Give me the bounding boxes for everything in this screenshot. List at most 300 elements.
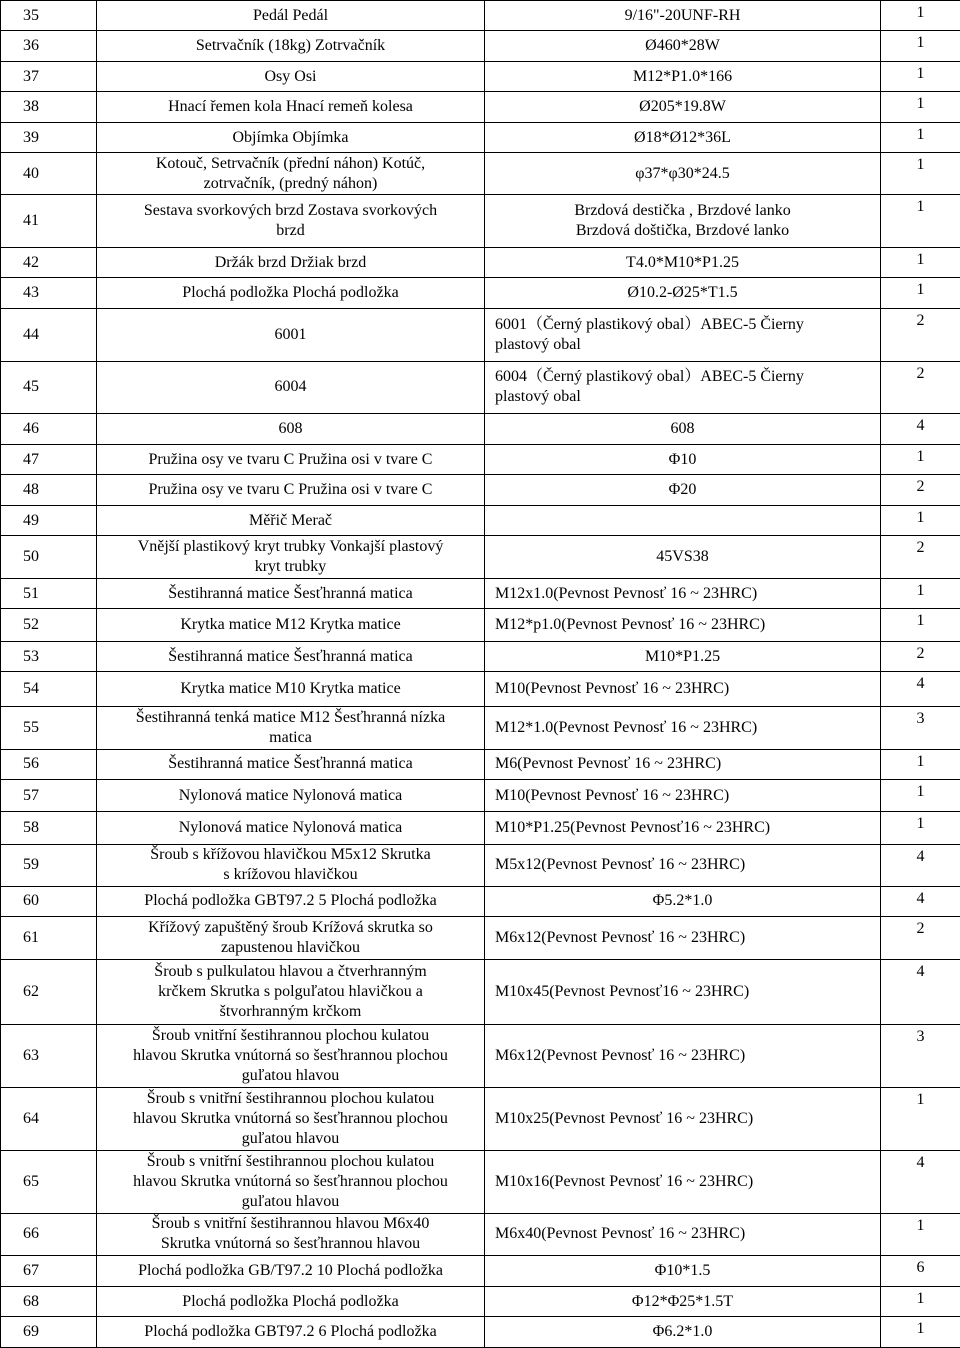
part-name-cell bbox=[97, 578, 485, 608]
part-quantity: 1 bbox=[916, 125, 925, 143]
table-row bbox=[1, 194, 960, 247]
table-row bbox=[1, 1213, 960, 1256]
table-row bbox=[1, 641, 960, 671]
part-name: Šestihranná matice Šesťhranná matica bbox=[168, 584, 413, 602]
part-quantity: 4 bbox=[916, 889, 925, 907]
table-row bbox=[1, 308, 960, 361]
part-name: Plochá podložka GBT97.2 6 Plochá podložka bbox=[144, 1323, 437, 1341]
part-quantity-cell bbox=[881, 278, 960, 308]
row-number-cell bbox=[1, 706, 97, 749]
part-name-cell bbox=[97, 706, 485, 749]
row-number: 39 bbox=[23, 128, 39, 146]
table-row bbox=[1, 278, 960, 308]
part-spec: Φ5.2*1.0 bbox=[652, 892, 713, 910]
row-number: 62 bbox=[23, 982, 39, 1000]
part-name-cell bbox=[97, 917, 485, 960]
part-name: Šestihranná matice Šesťhranná matica bbox=[168, 647, 413, 665]
part-spec: φ37*φ30*24.5 bbox=[635, 164, 730, 182]
part-name: Měřič Merač bbox=[248, 511, 333, 529]
part-spec-cell bbox=[485, 308, 881, 361]
part-spec-cell bbox=[485, 31, 881, 61]
row-number-cell bbox=[1, 1213, 97, 1256]
part-name-cell bbox=[97, 61, 485, 91]
table-row bbox=[1, 844, 960, 886]
row-number-cell bbox=[1, 672, 97, 707]
row-number: 66 bbox=[23, 1225, 39, 1243]
part-name: Pružina osy ve tvaru C Pružina osi v tvare C bbox=[148, 450, 433, 468]
part-quantity: 2 bbox=[916, 364, 925, 382]
row-number: 68 bbox=[23, 1292, 39, 1310]
part-quantity: 1 bbox=[916, 64, 925, 82]
part-quantity-cell bbox=[881, 153, 960, 195]
part-spec-cell bbox=[485, 844, 881, 886]
row-number-cell bbox=[1, 278, 97, 308]
part-quantity-cell bbox=[881, 414, 960, 444]
part-quantity-cell bbox=[881, 1024, 960, 1087]
part-name-cell bbox=[97, 153, 485, 195]
part-spec-cell bbox=[485, 536, 881, 579]
table-row bbox=[1, 444, 960, 474]
part-quantity: 6 bbox=[916, 1259, 925, 1277]
part-quantity-cell bbox=[881, 536, 960, 579]
row-number-cell bbox=[1, 247, 97, 277]
part-name-cell bbox=[97, 194, 485, 247]
part-quantity: 4 bbox=[916, 847, 925, 865]
part-quantity-cell bbox=[881, 959, 960, 1024]
part-spec: Ø18*Ø12*36L bbox=[634, 128, 731, 146]
row-number-cell bbox=[1, 92, 97, 122]
part-quantity-cell bbox=[881, 444, 960, 474]
part-quantity: 2 bbox=[916, 920, 925, 938]
part-name: Kotouč, Setrvačník (přední náhon) Kotúč, zotrvačník, (predný náhon) bbox=[155, 154, 426, 192]
part-quantity-cell bbox=[881, 1150, 960, 1213]
part-name-cell bbox=[97, 672, 485, 707]
row-number: 38 bbox=[23, 98, 39, 116]
row-number-cell bbox=[1, 1024, 97, 1087]
row-number-cell bbox=[1, 1, 97, 31]
part-name-cell bbox=[97, 641, 485, 671]
part-spec: 9/16"-20UNF-RH bbox=[624, 6, 741, 24]
part-name-cell bbox=[97, 1024, 485, 1087]
part-name: Držák brzd Držiak brzd bbox=[214, 253, 367, 271]
part-spec: M10*P1.25 bbox=[644, 647, 721, 665]
table-row bbox=[1, 959, 960, 1024]
part-quantity: 1 bbox=[916, 508, 925, 526]
part-name-cell bbox=[97, 247, 485, 277]
part-name: Šroub s křížovou hlavičkou M5x12 Skrutka s krížovou hlavičkou bbox=[150, 846, 431, 884]
table-row bbox=[1, 779, 960, 812]
part-spec-cell bbox=[485, 361, 881, 414]
part-spec: 608 bbox=[670, 420, 695, 438]
part-spec-cell bbox=[485, 444, 881, 474]
row-number-cell bbox=[1, 1286, 97, 1316]
part-quantity-cell bbox=[881, 706, 960, 749]
part-spec: M10x25(Pevnost Pevnosť 16 ~ 23HRC) bbox=[495, 1109, 754, 1127]
row-number-cell bbox=[1, 749, 97, 779]
row-number-cell bbox=[1, 505, 97, 535]
part-quantity-cell bbox=[881, 844, 960, 886]
row-number: 52 bbox=[23, 616, 39, 634]
row-number-cell bbox=[1, 779, 97, 812]
part-spec: Ø205*19.8W bbox=[639, 98, 726, 116]
part-spec: M12*1.0(Pevnost Pevnosť 16 ~ 23HRC) bbox=[495, 718, 758, 736]
part-spec-cell bbox=[485, 1256, 881, 1286]
table-row bbox=[1, 1024, 960, 1087]
part-quantity-cell bbox=[881, 609, 960, 642]
part-name-cell bbox=[97, 609, 485, 642]
part-spec: M12*p1.0(Pevnost Pevnosť 16 ~ 23HRC) bbox=[495, 616, 766, 634]
row-number-cell bbox=[1, 194, 97, 247]
part-spec: M6(Pevnost Pevnosť 16 ~ 23HRC) bbox=[495, 755, 722, 773]
part-quantity: 1 bbox=[916, 815, 925, 833]
part-quantity-cell bbox=[881, 247, 960, 277]
part-quantity: 2 bbox=[916, 644, 925, 662]
row-number: 50 bbox=[23, 548, 39, 566]
part-spec-cell bbox=[485, 92, 881, 122]
table-row bbox=[1, 706, 960, 749]
row-number: 56 bbox=[23, 755, 39, 773]
table-row bbox=[1, 1256, 960, 1286]
part-spec: 6004（Černý plastikový obal）ABEC-5 Čierny plastový obal bbox=[495, 368, 804, 406]
part-quantity: 1 bbox=[916, 581, 925, 599]
part-quantity-cell bbox=[881, 1087, 960, 1150]
row-number-cell bbox=[1, 609, 97, 642]
part-name: 6004 bbox=[274, 378, 307, 396]
part-name: Nylonová matice Nylonová matica bbox=[178, 819, 403, 837]
row-number: 63 bbox=[23, 1046, 39, 1064]
part-name-cell bbox=[97, 475, 485, 505]
part-quantity-cell bbox=[881, 92, 960, 122]
part-spec: M6x12(Pevnost Pevnosť 16 ~ 23HRC) bbox=[495, 1046, 746, 1064]
part-quantity: 1 bbox=[916, 1216, 925, 1234]
part-quantity: 1 bbox=[916, 1289, 925, 1307]
row-number-cell bbox=[1, 917, 97, 960]
part-quantity: 2 bbox=[916, 311, 925, 329]
part-spec-cell bbox=[485, 1286, 881, 1316]
part-name: Hnací řemen kola Hnací remeň kolesa bbox=[168, 98, 413, 116]
row-number: 59 bbox=[23, 856, 39, 874]
part-name: Šroub vnitřní šestihrannou plochou kulatou hlavou Skrutka vnútorná so šesťhrannou plochou guľatou hlavou bbox=[133, 1026, 448, 1084]
part-name-cell bbox=[97, 505, 485, 535]
table-row bbox=[1, 1317, 960, 1348]
part-quantity-cell bbox=[881, 749, 960, 779]
row-number-cell bbox=[1, 844, 97, 886]
part-quantity: 2 bbox=[916, 478, 925, 496]
part-spec-cell bbox=[485, 672, 881, 707]
part-spec: Ø10.2-Ø25*T1.5 bbox=[627, 284, 738, 301]
part-quantity-cell bbox=[881, 361, 960, 414]
table-row bbox=[1, 536, 960, 579]
part-quantity-cell bbox=[881, 1213, 960, 1256]
part-name-cell bbox=[97, 31, 485, 61]
part-name: Vnější plastikový kryt trubky Vonkajší plastový kryt trubky bbox=[137, 538, 444, 576]
row-number: 49 bbox=[23, 511, 39, 529]
part-quantity-cell bbox=[881, 1256, 960, 1286]
part-name-cell bbox=[97, 308, 485, 361]
part-quantity-cell bbox=[881, 122, 960, 152]
parts-table-body bbox=[1, 1, 960, 1348]
row-number-cell bbox=[1, 475, 97, 505]
table-row bbox=[1, 153, 960, 195]
row-number-cell bbox=[1, 578, 97, 608]
table-row bbox=[1, 578, 960, 608]
part-quantity-cell bbox=[881, 1317, 960, 1348]
part-spec-cell bbox=[485, 1213, 881, 1256]
row-number: 41 bbox=[23, 211, 39, 229]
part-name-cell bbox=[97, 1256, 485, 1286]
part-name-cell bbox=[97, 361, 485, 414]
part-quantity: 1 bbox=[916, 156, 925, 174]
part-spec-cell bbox=[485, 1317, 881, 1348]
part-quantity: 1 bbox=[916, 250, 925, 268]
part-name: Křížový zapuštěný šroub Krížová skrutka so zapustenou hlavičkou bbox=[148, 918, 433, 956]
part-quantity-cell bbox=[881, 31, 960, 61]
part-spec-cell bbox=[485, 505, 881, 535]
part-spec: M5x12(Pevnost Pevnosť 16 ~ 23HRC) bbox=[495, 856, 746, 874]
part-quantity-cell bbox=[881, 475, 960, 505]
part-name-cell bbox=[97, 886, 485, 916]
part-spec: Brzdová destička , Brzdové lanko Brzdová doštička, Brzdové lanko bbox=[574, 201, 791, 239]
part-spec-cell bbox=[485, 706, 881, 749]
part-spec-cell bbox=[485, 917, 881, 960]
part-spec-cell bbox=[485, 153, 881, 195]
part-spec: Φ6.2*1.0 bbox=[652, 1323, 713, 1341]
part-quantity-cell bbox=[881, 812, 960, 845]
row-number: 46 bbox=[23, 420, 39, 438]
part-name: Šroub s vnitřní šestihrannou plochou kulatou hlavou Skrutka vnútorná so šesťhrannou plochou guľatou hlavou bbox=[133, 1152, 448, 1210]
part-name: Pružina osy ve tvaru C Pružina osi v tvare C bbox=[148, 481, 433, 499]
part-spec: M10(Pevnost Pevnosť 16 ~ 23HRC) bbox=[495, 680, 730, 698]
part-name-cell bbox=[97, 1317, 485, 1348]
row-number: 54 bbox=[23, 680, 39, 698]
row-number-cell bbox=[1, 414, 97, 444]
part-name: Nylonová matice Nylonová matica bbox=[178, 786, 403, 804]
table-row bbox=[1, 812, 960, 845]
part-name-cell bbox=[97, 779, 485, 812]
row-number-cell bbox=[1, 153, 97, 195]
part-spec-cell bbox=[485, 194, 881, 247]
part-name: Sestava svorkových brzd Zostava svorkových brzd bbox=[143, 201, 438, 239]
table-row bbox=[1, 1150, 960, 1213]
row-number-cell bbox=[1, 444, 97, 474]
part-quantity-cell bbox=[881, 61, 960, 91]
row-number-cell bbox=[1, 308, 97, 361]
part-name: Plochá podložka GBT97.2 5 Plochá podložka bbox=[144, 892, 437, 910]
row-number: 48 bbox=[23, 481, 39, 499]
row-number: 67 bbox=[23, 1262, 39, 1280]
part-name: Krytka matice M10 Krytka matice bbox=[180, 680, 401, 698]
row-number: 53 bbox=[23, 647, 39, 665]
part-quantity: 4 bbox=[916, 1153, 925, 1171]
table-row bbox=[1, 92, 960, 122]
part-spec: M6x40(Pevnost Pevnosť 16 ~ 23HRC) bbox=[495, 1225, 746, 1243]
part-quantity-cell bbox=[881, 1, 960, 31]
row-number-cell bbox=[1, 812, 97, 845]
part-quantity-cell bbox=[881, 641, 960, 671]
part-spec-cell bbox=[485, 749, 881, 779]
table-row bbox=[1, 247, 960, 277]
table-row bbox=[1, 475, 960, 505]
part-quantity-cell bbox=[881, 779, 960, 812]
part-spec: M6x12(Pevnost Pevnosť 16 ~ 23HRC) bbox=[495, 928, 746, 946]
part-spec: M10x45(Pevnost Pevnosť16 ~ 23HRC) bbox=[495, 982, 750, 1000]
row-number: 69 bbox=[23, 1323, 39, 1341]
part-quantity: 1 bbox=[916, 197, 925, 215]
part-spec-cell bbox=[485, 414, 881, 444]
part-name: Setrvačník (18kg) Zotrvačník bbox=[195, 37, 386, 55]
part-spec-cell bbox=[485, 1, 881, 31]
part-quantity: 1 bbox=[916, 281, 925, 299]
part-spec: M10*P1.25(Pevnost Pevnosť16 ~ 23HRC) bbox=[495, 819, 771, 837]
row-number-cell bbox=[1, 886, 97, 916]
part-quantity-cell bbox=[881, 308, 960, 361]
part-quantity: 3 bbox=[916, 709, 925, 727]
part-name: Šestihranná tenká matice M12 Šesťhranná nízka matica bbox=[135, 708, 446, 746]
part-name-cell bbox=[97, 1087, 485, 1150]
part-quantity-cell bbox=[881, 917, 960, 960]
part-spec: M12*P1.0*166 bbox=[632, 67, 733, 85]
part-name-cell bbox=[97, 414, 485, 444]
row-number: 37 bbox=[23, 67, 39, 85]
row-number: 45 bbox=[23, 378, 39, 396]
row-number: 58 bbox=[23, 819, 39, 837]
part-name-cell bbox=[97, 444, 485, 474]
table-row bbox=[1, 31, 960, 61]
part-name: Krytka matice M12 Krytka matice bbox=[180, 616, 401, 634]
part-name-cell bbox=[97, 92, 485, 122]
part-spec: M10x16(Pevnost Pevnosť 16 ~ 23HRC) bbox=[495, 1172, 754, 1190]
part-spec: 45VS38 bbox=[656, 548, 709, 566]
table-row bbox=[1, 505, 960, 535]
row-number-cell bbox=[1, 122, 97, 152]
part-quantity: 1 bbox=[916, 4, 925, 21]
part-name: Pedál Pedál bbox=[252, 6, 329, 24]
part-name-cell bbox=[97, 278, 485, 308]
part-spec: Φ12*Φ25*1.5T bbox=[631, 1292, 734, 1310]
table-row bbox=[1, 414, 960, 444]
part-quantity: 1 bbox=[916, 1090, 925, 1108]
part-spec-cell bbox=[485, 578, 881, 608]
row-number: 64 bbox=[23, 1109, 39, 1127]
part-quantity-cell bbox=[881, 672, 960, 707]
row-number: 36 bbox=[23, 37, 39, 55]
part-quantity: 1 bbox=[916, 782, 925, 800]
part-spec-cell bbox=[485, 886, 881, 916]
row-number-cell bbox=[1, 1087, 97, 1150]
part-spec-cell bbox=[485, 122, 881, 152]
part-spec-cell bbox=[485, 1150, 881, 1213]
part-name: 6001 bbox=[274, 325, 307, 343]
row-number: 61 bbox=[23, 928, 39, 946]
row-number-cell bbox=[1, 536, 97, 579]
row-number: 55 bbox=[23, 718, 39, 736]
part-quantity: 1 bbox=[916, 612, 925, 630]
part-spec-cell bbox=[485, 641, 881, 671]
row-number: 47 bbox=[23, 450, 39, 468]
part-quantity: 2 bbox=[916, 539, 925, 557]
table-row bbox=[1, 609, 960, 642]
part-spec-cell bbox=[485, 1024, 881, 1087]
part-name: Plochá podložka Plochá podložka bbox=[182, 284, 399, 301]
part-name: Šroub s vnitřní šestihrannou hlavou M6x40 Skrutka vnútorná so šesťhrannou hlavou bbox=[151, 1215, 430, 1253]
row-number-cell bbox=[1, 1317, 97, 1348]
part-name-cell bbox=[97, 536, 485, 579]
row-number: 44 bbox=[23, 325, 39, 343]
part-spec-cell bbox=[485, 609, 881, 642]
row-number: 40 bbox=[23, 164, 39, 182]
table-row bbox=[1, 1286, 960, 1316]
part-spec-cell bbox=[485, 278, 881, 308]
part-quantity: 1 bbox=[916, 1320, 925, 1338]
part-spec-cell bbox=[485, 475, 881, 505]
table-row bbox=[1, 749, 960, 779]
part-name: Osy Osi bbox=[264, 67, 317, 85]
part-quantity-cell bbox=[881, 505, 960, 535]
part-name: Plochá podložka Plochá podložka bbox=[182, 1292, 399, 1310]
part-spec: Φ10 bbox=[668, 450, 697, 468]
part-name-cell bbox=[97, 749, 485, 779]
part-quantity: 3 bbox=[916, 1027, 925, 1045]
part-spec-cell bbox=[485, 779, 881, 812]
part-quantity-cell bbox=[881, 886, 960, 916]
part-name: Šroub s pulkulatou hlavou a čtverhranným krčkem Skrutka s polguľatou hlavičkou a štvorhranným krčkom bbox=[154, 962, 427, 1020]
part-name: Objímka Objímka bbox=[232, 128, 349, 146]
part-name-cell bbox=[97, 1, 485, 31]
part-name-cell bbox=[97, 812, 485, 845]
part-quantity: 4 bbox=[916, 417, 925, 435]
part-spec: M10(Pevnost Pevnosť 16 ~ 23HRC) bbox=[495, 786, 730, 804]
table-row bbox=[1, 1, 960, 31]
part-name: 608 bbox=[278, 420, 303, 438]
part-spec: T4.0*M10*P1.25 bbox=[626, 253, 739, 271]
part-name: Šestihranná matice Šesťhranná matica bbox=[168, 755, 413, 773]
row-number: 35 bbox=[23, 6, 39, 24]
part-name-cell bbox=[97, 959, 485, 1024]
part-spec: 6001（Černý plastikový obal）ABEC-5 Čierny plastový obal bbox=[495, 315, 804, 353]
row-number-cell bbox=[1, 959, 97, 1024]
part-spec-cell bbox=[485, 247, 881, 277]
row-number-cell bbox=[1, 1150, 97, 1213]
table-row bbox=[1, 886, 960, 916]
table-row bbox=[1, 917, 960, 960]
row-number-cell bbox=[1, 1256, 97, 1286]
part-spec: Ø460*28W bbox=[645, 37, 720, 55]
part-quantity: 1 bbox=[916, 447, 925, 465]
table-row bbox=[1, 122, 960, 152]
row-number: 57 bbox=[23, 786, 39, 804]
part-spec: Φ20 bbox=[668, 481, 697, 499]
part-spec-cell bbox=[485, 812, 881, 845]
part-name: Šroub s vnitřní šestihrannou plochou kulatou hlavou Skrutka vnútorná so šesťhrannou plochou guľatou hlavou bbox=[133, 1089, 448, 1147]
row-number: 65 bbox=[23, 1172, 39, 1190]
part-quantity-cell bbox=[881, 1286, 960, 1316]
part-name-cell bbox=[97, 1150, 485, 1213]
part-quantity: 1 bbox=[916, 752, 925, 770]
row-number: 51 bbox=[23, 584, 39, 602]
row-number: 60 bbox=[23, 892, 39, 910]
part-quantity: 1 bbox=[916, 95, 925, 113]
part-quantity: 4 bbox=[916, 675, 925, 693]
part-spec-cell bbox=[485, 61, 881, 91]
part-quantity: 4 bbox=[916, 962, 925, 980]
table-row bbox=[1, 61, 960, 91]
row-number-cell bbox=[1, 61, 97, 91]
table-row bbox=[1, 1087, 960, 1150]
part-spec: Φ10*1.5 bbox=[654, 1262, 711, 1280]
part-name-cell bbox=[97, 844, 485, 886]
part-quantity: 1 bbox=[916, 34, 925, 52]
part-name-cell bbox=[97, 1213, 485, 1256]
